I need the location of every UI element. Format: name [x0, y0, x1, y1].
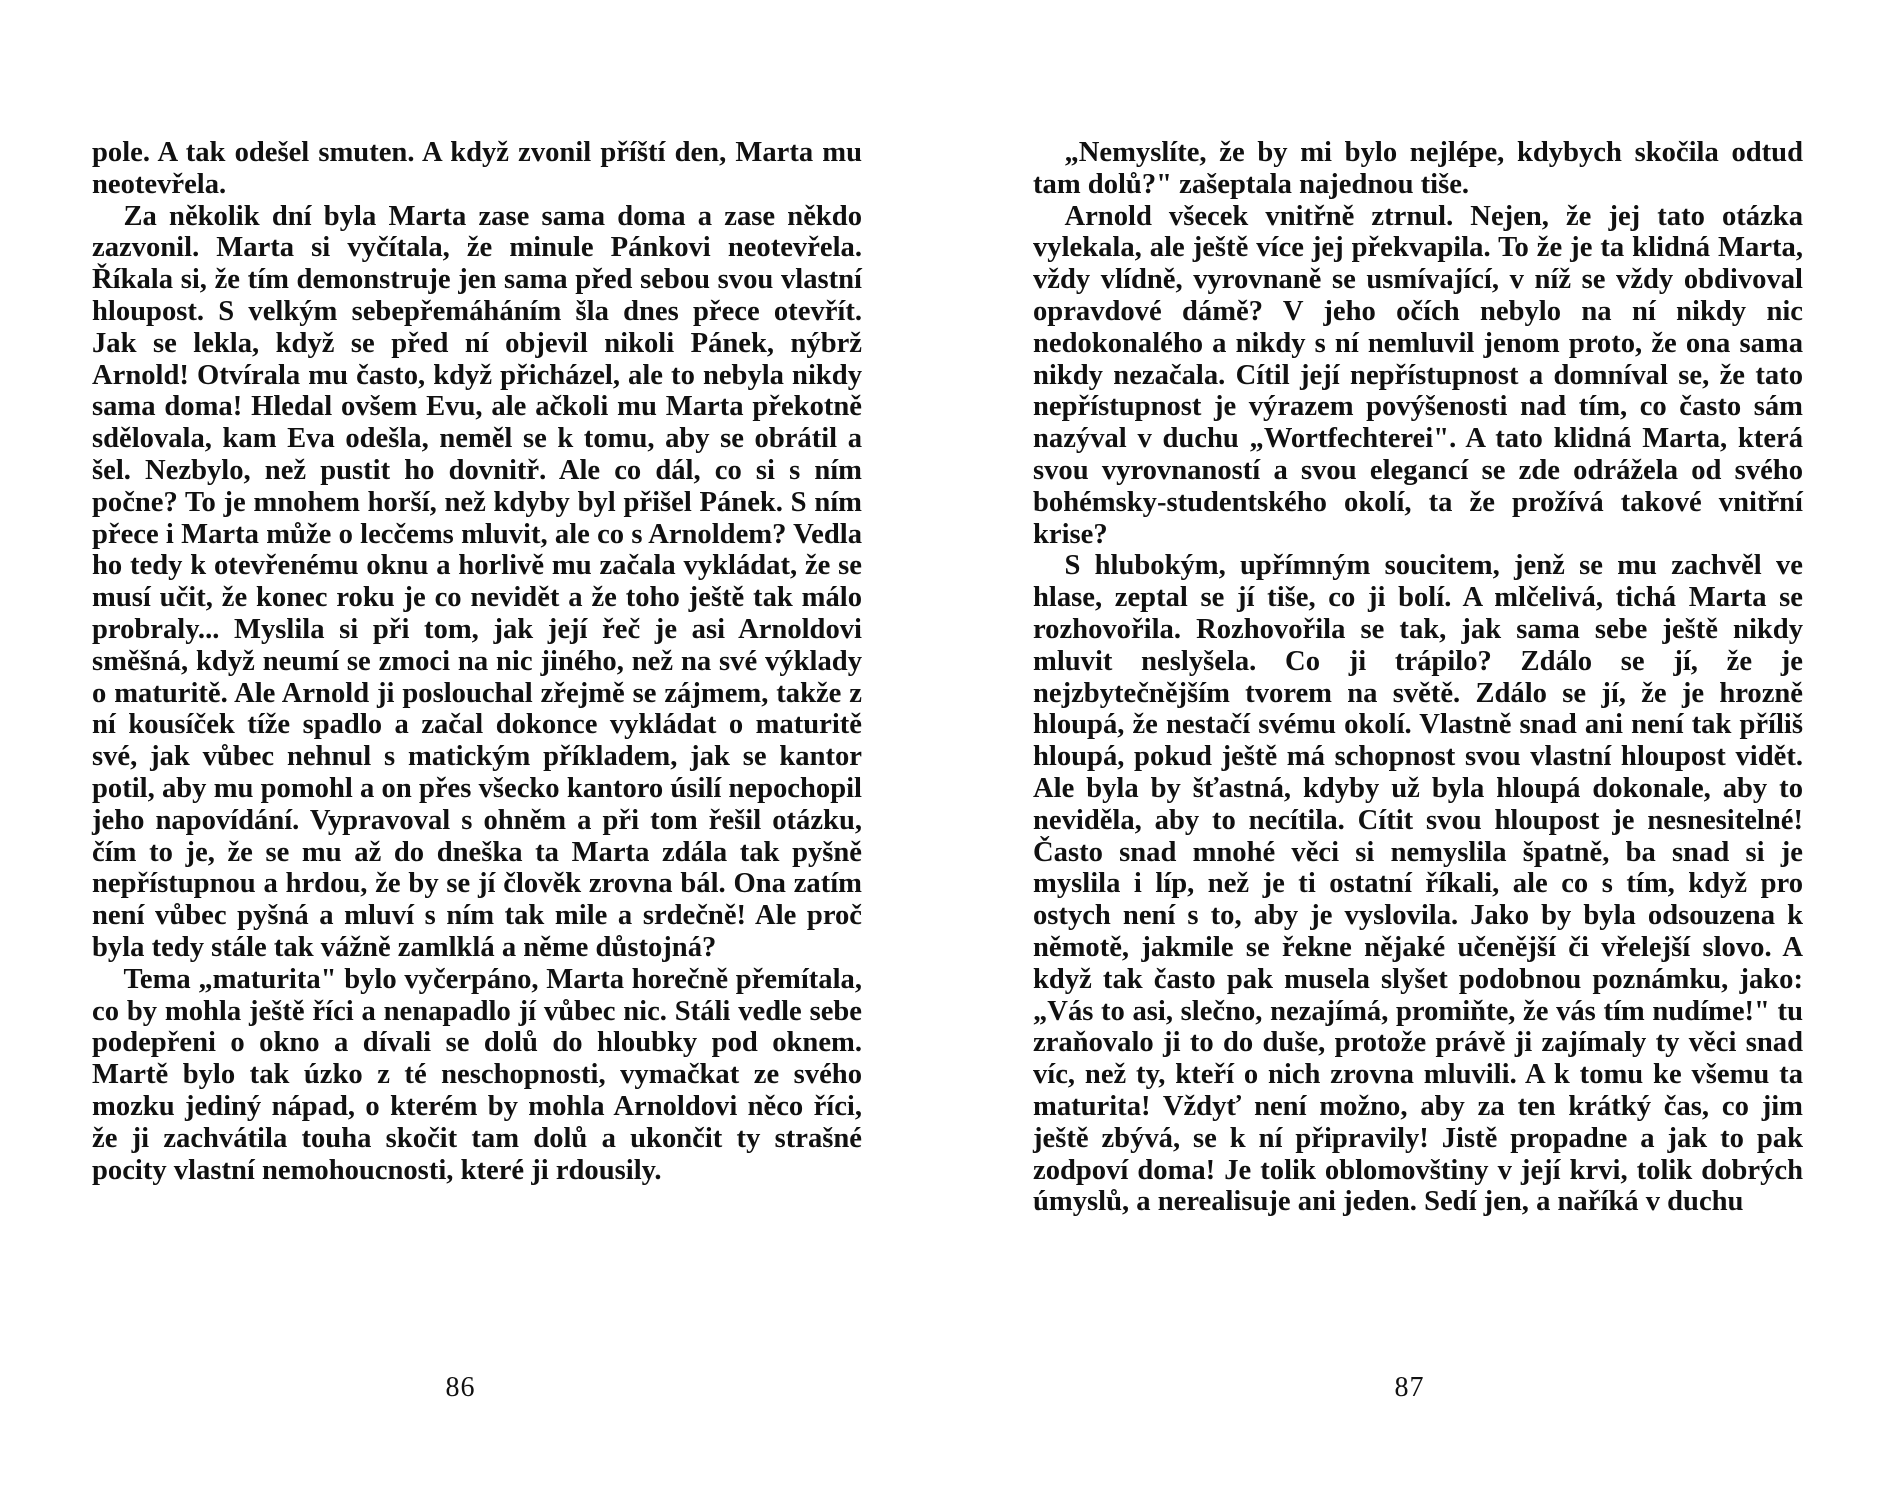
- right-page-text: [1033, 137, 1803, 1218]
- page-number: 87: [1394, 1372, 1425, 1403]
- paragraph: Za několik dní byla Marta zase sama doma a zase někdo zazvonil. Marta si vyčítala, že minule Pánkovi neotevřela. Říkala si, že tím demonstruje jen sama před sebou svou vlastní hloupost. S velkým sebepřemáháním šla dnes přece otevřít. Jak se lekla, když se před ní objevil nikoli Pánek, nýbrž Arnold! Otvírala mu často, když přicházel, ale to nebyla nikdy sama doma! Hledal ovšem Evu, ale ačkoli mu Marta překotně sdělovala, kam Eva odešla, neměl se k tomu, aby se obrátil a šel. Nezbylo, než pustit ho dovnitř. Ale co dál, co si s ním počne? To je mnohem horší, než kdyby byl přišel Pánek. S ním přece i Marta může o lecčems mluvit, ale co s Arnoldem? Vedla ho tedy k otevřenému oknu a horlivě mu začala vykládat, že se musí učit, že konec roku je co nevidět a že toho ještě tak málo probraly... Myslila si při tom, jak její řeč je asi Arnoldovi směšná, když neumí se zmoci na nic jiného, než na své výklady o maturitě. Ale Arnold ji poslouchal zřejmě se zájmem, takže z ní kousíček tíže spadlo a začal dokonce vykládat o maturitě své, jak vůbec nehnul s matickým příkladem, jak se kantor potil, aby mu pomohl a on přes všecko kantoro úsilí nepochopil jeho napovídání. Vypravoval s ohněm a při tom řešil otázku, čím to je, že se mu až do dneška ta Marta zdála tak pyšně nepřístupnou a hrdou, že by se jí člověk zrovna bál. Ona zatím není vůbec pyšná a mluví s ním tak mile a srdečně! Ale proč byla tedy stále tak vážně zamlklá a něme důstojná?: [92, 200, 862, 963]
- paragraph: S hlubokým, upřímným soucitem, jenž se mu zachvěl ve hlase, zeptal se jí tiše, co ji bolí. A mlčelivá, tichá Marta se rozhovořila. Rozhovořila se tak, jak sama sebe ještě nikdy mluvit neslyšela. Co ji trápilo? Zdálo se jí, že je nejzbytečnějším tvorem na světě. Zdálo se jí, že je hrozně hloupá, že nestačí svému okolí. Vlastně snad ani není tak příliš hloupá, pokud ještě má schopnost svou vlastní hloupost vidět. Ale byla by šťastná, kdyby už byla hloupá dokonale, aby to neviděla, aby to necítila. Cítit svou hloupost je nesnesitelné! Často snad mnohé věci si nemyslila špatně, ba snad si je myslila i líp, než je ti ostatní říkali, ale co s tím, když pro ostych není s to, aby je vyslovila. Jako by byla odsouzena k němotě, jakmile se řekne nějaké učenější či vřelejší slovo. A když tak často pak musela slyšet podobnou poznámku, jako: „Vás to asi, slečno, nezajímá, promiňte, že vás tím nudíme!" tu zraňovalo ji to do duše, protože právě ji zajímaly ty věci snad víc, než ty, kteří o nich zrovna mluvili. A k tomu ke všemu ta maturita! Vždyť není možno, aby za ten krátký čas, co jim ještě zbývá, se k ní připravily! Jistě propadne a jak to pak zodpoví doma! Je tolik oblomovštiny v její krvi, tolik dobrých úmyslů, a nerealisuje ani jeden. Sedí jen, a naříká v duchu: [1033, 550, 1803, 1218]
- paragraph: Arnold všecek vnitřně ztrnul. Nejen, že jej tato otázka vylekala, ale ještě více jej překvapila. To že je ta klidná Marta, vždy vlídně, vyrovnaně se usmívající, v níž se vždy obdivoval opravdové dámě? V jeho očích nebylo na ní nikdy nic nedokonalého a nikdy s ní nemluvil jenom proto, že ona sama nikdy nezačala. Cítil její nepřístupnost a domníval se, že tato nepřístupnost je výrazem povýšenosti nad tím, co často sám nazýval v duchu „Wortfechterei". A tato klidná Marta, která svou vyrovnaností a svou elegancí se zde odrážela od svého bohémsky-studentského okolí, ta že prožívá takové vnitřní krise?: [1033, 200, 1803, 550]
- paragraph: „Nemyslíte, že by mi bylo nejlépe, kdybych skočila odtud tam dolů?" zašeptala najednou tiše.: [1033, 137, 1803, 200]
- paragraph: pole. A tak odešel smuten. A když zvonil příští den, Marta mu neotevřela.: [92, 137, 862, 200]
- left-page-text: [92, 137, 862, 1186]
- paragraph: Tema „maturita" bylo vyčerpáno, Marta horečně přemítala, co by mohla ještě říci a nenapadlo jí vůbec nic. Stáli vedle sebe podepřeni o okno a dívali se dolů do hloubky pod oknem. Martě bylo tak úzko z té neschopnosti, vymačkat ze svého mozku jediný nápad, o kterém by mohla Arnoldovi něco říci, že ji zachvátila touha skočit tam dolů a ukončit ty strašné pocity vlastní nemohoucnosti, které ji rdousily.: [92, 963, 862, 1186]
- page-number: 86: [445, 1372, 476, 1403]
- right-page: [941, 0, 1882, 1500]
